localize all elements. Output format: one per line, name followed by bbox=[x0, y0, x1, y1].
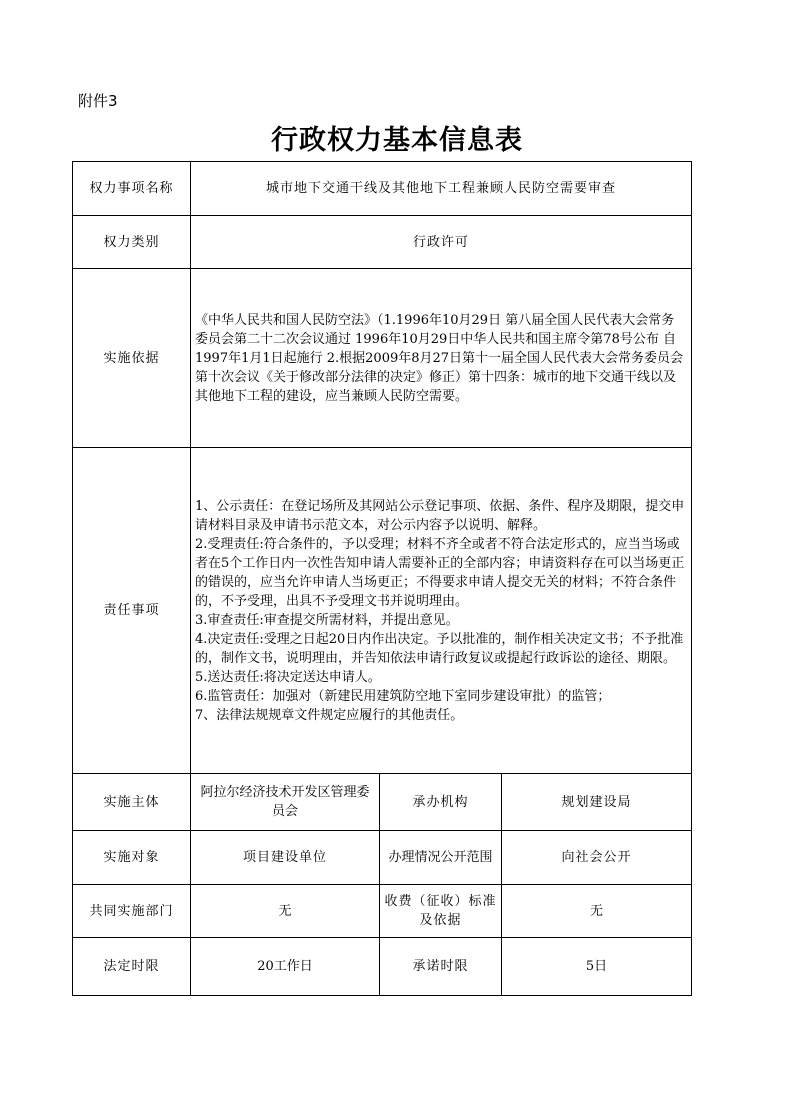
responsibilities-label: 责任事项 bbox=[73, 448, 191, 774]
duty-item: 3.审查责任:审查提交所需材料，并提出意见。 bbox=[195, 612, 459, 628]
duty-item: 1、公示责任：在登记场所及其网站公示登记事项、依据、条件、程序及期限，提交申请材料目录及申请书示范文本，对公示内容予以说明、解释。 bbox=[195, 498, 685, 533]
agency-label: 承办机构 bbox=[380, 774, 502, 831]
time-label: 法定时限 bbox=[73, 938, 191, 996]
subject-value: 阿拉尔经济技术开发区管理委员会 bbox=[191, 774, 380, 831]
agency-value: 规划建设局 bbox=[502, 774, 692, 831]
row-time bbox=[73, 938, 692, 996]
fee-label: 收费（征收）标准及依据 bbox=[380, 885, 502, 938]
duty-item: 6.监管责任：加强对（新建民用建筑防空地下室同步建设审批）的监管； bbox=[195, 688, 611, 704]
disclosure-value: 向社会公开 bbox=[502, 831, 692, 885]
duty-item: 7、法律法规规章文件规定应履行的其他责任。 bbox=[195, 707, 464, 723]
power-name-label: 权力事项名称 bbox=[73, 162, 191, 216]
row-power-name bbox=[73, 162, 692, 216]
power-category-label: 权力类别 bbox=[73, 216, 191, 269]
row-joint bbox=[73, 885, 692, 938]
joint-value: 无 bbox=[191, 885, 380, 938]
info-table bbox=[72, 161, 692, 996]
duty-item: 4.决定责任:受理之日起20日内作出决定。予以批准的，制作相关决定文书；不予批准的，制作文书，说明理由，并告知依法申请行政复议或提起行政诉讼的途径、期限。 bbox=[195, 631, 684, 666]
object-label: 实施对象 bbox=[73, 831, 191, 885]
duty-item: 5.送达责任:将决定送达申请人。 bbox=[195, 669, 381, 685]
duty-item: 2.受理责任:符合条件的，予以受理；材料不齐全或者不符合法定形式的，应当当场或者在5个工作日内一次性告知申请人需要补正的全部内容；申请资料存在可以当场更正的错误的，应当允许申请人当场更正；不得要求申请人提交无关的材料；不符合条件的，不予受理，出具不予受理文书并说明理由。 bbox=[195, 536, 685, 609]
power-category-value: 行政许可 bbox=[191, 216, 692, 269]
promise-time-value: 5日 bbox=[502, 938, 692, 996]
time-value: 20工作日 bbox=[191, 938, 380, 996]
row-subject bbox=[73, 774, 692, 831]
row-object bbox=[73, 831, 692, 885]
row-responsibilities bbox=[73, 448, 692, 774]
fee-value: 无 bbox=[502, 885, 692, 938]
row-power-category bbox=[73, 216, 692, 269]
page-title: 行政权力基本信息表 bbox=[271, 125, 523, 156]
basis-label: 实施依据 bbox=[73, 269, 191, 448]
joint-label: 共同实施部门 bbox=[73, 885, 191, 938]
attachment-label: 附件3 bbox=[78, 92, 118, 110]
row-basis bbox=[73, 269, 692, 448]
responsibilities-list bbox=[191, 448, 692, 774]
subject-label: 实施主体 bbox=[73, 774, 191, 831]
object-value: 项目建设单位 bbox=[191, 831, 380, 885]
power-name-value: 城市地下交通干线及其他地下工程兼顾人民防空需要审查 bbox=[191, 162, 692, 216]
basis-value: 《中华人民共和国人民防空法》（1.1996年10月29日 第八届全国人民代表大会常务委员会第二十二次会议通过 1996年10月29日中华人民共和国主席令第78号公布 自1997年1月1日起施行 2.根据2009年8月27日第十一届全国人民代表大会常务委员会第十次会议《关于修改部分法律的决定》修正）第十四条：城市的地下交通干线以及其他地下工程的建设，应当兼顾人民防空需要。 bbox=[191, 269, 692, 448]
disclosure-label: 办理情况公开范围 bbox=[380, 831, 502, 885]
promise-time-label: 承诺时限 bbox=[380, 938, 502, 996]
